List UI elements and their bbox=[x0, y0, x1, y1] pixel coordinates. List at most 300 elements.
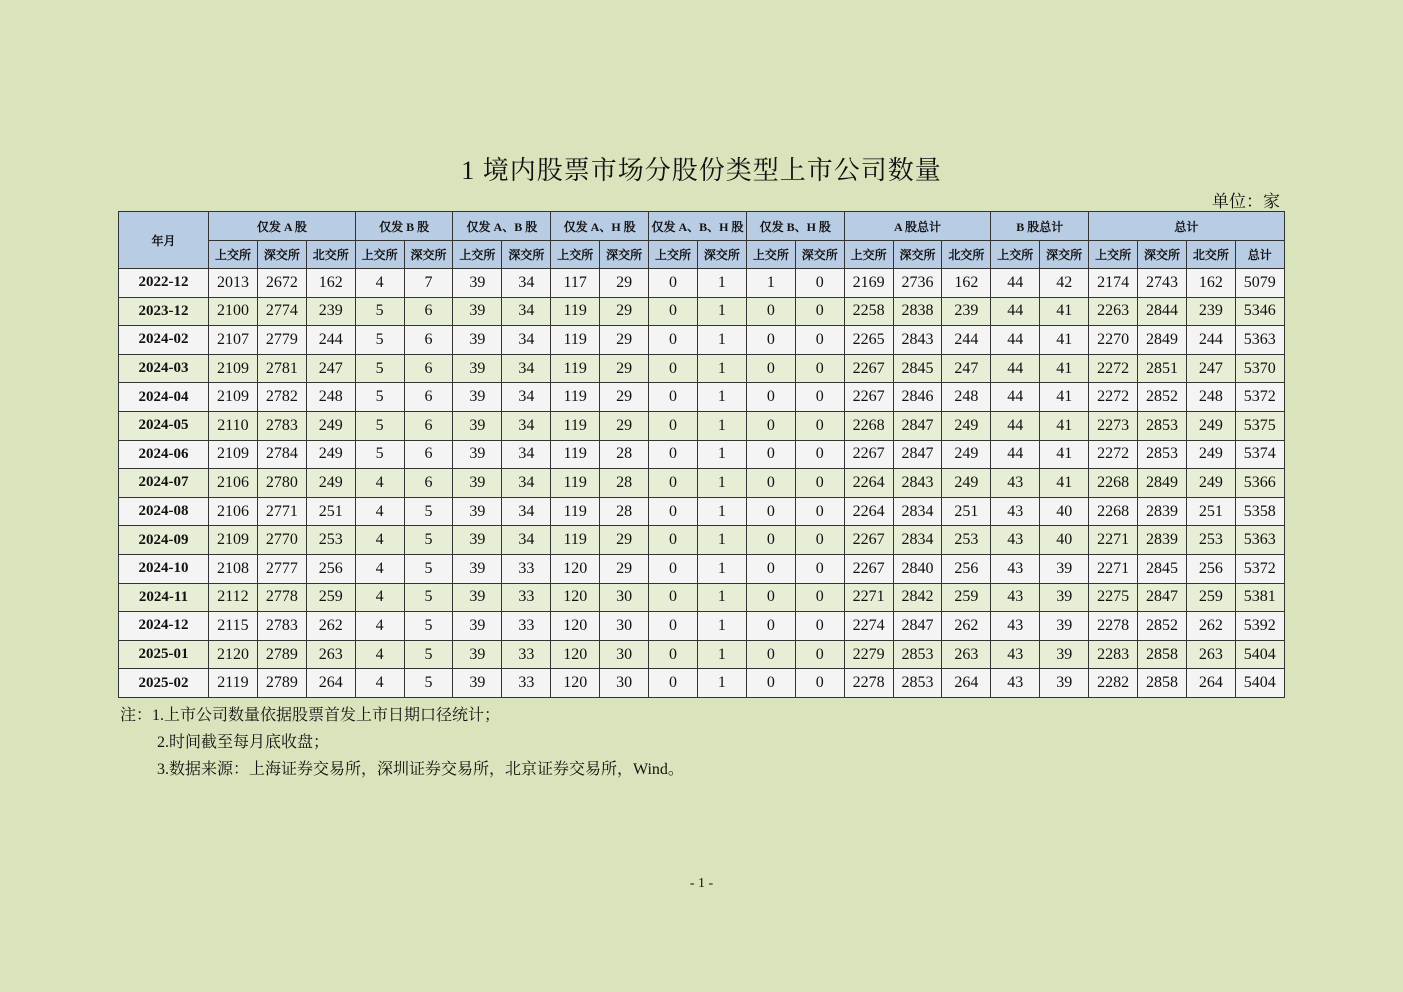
table-cell: 0 bbox=[795, 469, 844, 498]
table-cell: 2789 bbox=[257, 669, 306, 698]
table-cell: 2847 bbox=[1138, 583, 1187, 612]
table-cell: 29 bbox=[600, 383, 649, 412]
table-cell: 33 bbox=[502, 640, 551, 669]
table-cell: 2843 bbox=[893, 469, 942, 498]
table-cell: 120 bbox=[551, 640, 600, 669]
table-cell: 2268 bbox=[844, 411, 893, 440]
table-cell: 120 bbox=[551, 583, 600, 612]
table-cell: 6 bbox=[404, 411, 453, 440]
table-cell: 2283 bbox=[1089, 640, 1138, 669]
row-year-month: 2025-01 bbox=[119, 640, 209, 669]
table-cell: 41 bbox=[1040, 354, 1089, 383]
table-row bbox=[119, 554, 1285, 583]
table-cell: 239 bbox=[942, 297, 991, 326]
table-cell: 39 bbox=[453, 269, 502, 298]
subheader-cell: 深交所 bbox=[795, 241, 844, 269]
table-cell: 0 bbox=[649, 583, 698, 612]
table-cell: 2120 bbox=[209, 640, 258, 669]
table-cell: 5 bbox=[355, 440, 404, 469]
header-year-month: 年月 bbox=[119, 212, 209, 269]
table-cell: 2264 bbox=[844, 497, 893, 526]
table-row bbox=[119, 326, 1285, 355]
subheader-cell: 上交所 bbox=[649, 241, 698, 269]
table-cell: 34 bbox=[502, 411, 551, 440]
table-cell: 30 bbox=[600, 612, 649, 641]
table-cell: 0 bbox=[649, 326, 698, 355]
table-cell: 39 bbox=[453, 583, 502, 612]
unit-label: 单位：家 bbox=[1212, 192, 1280, 211]
table-cell: 2778 bbox=[257, 583, 306, 612]
subheader-cell: 上交所 bbox=[991, 241, 1040, 269]
table-cell: 39 bbox=[1040, 669, 1089, 698]
table-cell: 2846 bbox=[893, 383, 942, 412]
table-row bbox=[119, 583, 1285, 612]
header-group-b-total: B 股总计 bbox=[991, 212, 1089, 241]
table-cell: 40 bbox=[1040, 497, 1089, 526]
table-cell: 33 bbox=[502, 612, 551, 641]
header-group-ab: 仅发 A、B 股 bbox=[453, 212, 551, 241]
table-cell: 6 bbox=[404, 440, 453, 469]
table-cell: 2013 bbox=[209, 269, 258, 298]
table-row bbox=[119, 640, 1285, 669]
table-cell: 2852 bbox=[1138, 383, 1187, 412]
table-cell: 29 bbox=[600, 269, 649, 298]
row-year-month: 2024-08 bbox=[119, 497, 209, 526]
table-cell: 248 bbox=[306, 383, 355, 412]
table-cell: 5375 bbox=[1235, 411, 1284, 440]
table-cell: 2263 bbox=[1089, 297, 1138, 326]
table-cell: 39 bbox=[453, 326, 502, 355]
table-cell: 44 bbox=[991, 354, 1040, 383]
table-cell: 119 bbox=[551, 354, 600, 383]
table-cell: 6 bbox=[404, 297, 453, 326]
table-cell: 2853 bbox=[1138, 440, 1187, 469]
table-cell: 6 bbox=[404, 383, 453, 412]
table-cell: 2272 bbox=[1089, 440, 1138, 469]
table-cell: 1 bbox=[697, 469, 746, 498]
table-cell: 29 bbox=[600, 354, 649, 383]
table-cell: 43 bbox=[991, 669, 1040, 698]
table-cell: 0 bbox=[746, 383, 795, 412]
table-cell: 2834 bbox=[893, 497, 942, 526]
table-cell: 2267 bbox=[844, 554, 893, 583]
table-cell: 30 bbox=[600, 583, 649, 612]
subheader-cell: 深交所 bbox=[893, 241, 942, 269]
table-cell: 41 bbox=[1040, 383, 1089, 412]
row-year-month: 2024-09 bbox=[119, 526, 209, 555]
table-cell: 251 bbox=[1186, 497, 1235, 526]
table-cell: 0 bbox=[795, 526, 844, 555]
table-cell: 34 bbox=[502, 469, 551, 498]
table-row bbox=[119, 411, 1285, 440]
table-cell: 259 bbox=[942, 583, 991, 612]
table-cell: 253 bbox=[306, 526, 355, 555]
table-cell: 249 bbox=[1186, 440, 1235, 469]
table-row bbox=[119, 383, 1285, 412]
table-cell: 0 bbox=[649, 383, 698, 412]
table-cell: 2851 bbox=[1138, 354, 1187, 383]
table-cell: 2267 bbox=[844, 383, 893, 412]
table-cell: 0 bbox=[746, 411, 795, 440]
table-cell: 2853 bbox=[893, 669, 942, 698]
table-cell: 2853 bbox=[893, 640, 942, 669]
table-cell: 2845 bbox=[1138, 554, 1187, 583]
table-cell: 1 bbox=[697, 497, 746, 526]
table-cell: 39 bbox=[1040, 554, 1089, 583]
table-cell: 2847 bbox=[893, 411, 942, 440]
table-cell: 34 bbox=[502, 526, 551, 555]
table-cell: 249 bbox=[1186, 469, 1235, 498]
table-cell: 34 bbox=[502, 269, 551, 298]
table-cell: 0 bbox=[649, 440, 698, 469]
table-cell: 41 bbox=[1040, 469, 1089, 498]
header-group-a-total: A 股总计 bbox=[844, 212, 991, 241]
table-cell: 41 bbox=[1040, 326, 1089, 355]
table-cell: 263 bbox=[1186, 640, 1235, 669]
table-cell: 40 bbox=[1040, 526, 1089, 555]
table-cell: 43 bbox=[991, 469, 1040, 498]
table-cell: 259 bbox=[1186, 583, 1235, 612]
subheader-cell: 深交所 bbox=[1040, 241, 1089, 269]
table-cell: 256 bbox=[1186, 554, 1235, 583]
table-cell: 2858 bbox=[1138, 669, 1187, 698]
table-cell: 43 bbox=[991, 497, 1040, 526]
table-cell: 2274 bbox=[844, 612, 893, 641]
table-cell: 5366 bbox=[1235, 469, 1284, 498]
table-cell: 2774 bbox=[257, 297, 306, 326]
table-cell: 2839 bbox=[1138, 526, 1187, 555]
table-cell: 5372 bbox=[1235, 554, 1284, 583]
header-group-abh: 仅发 A、B、H 股 bbox=[649, 212, 747, 241]
table-cell: 5346 bbox=[1235, 297, 1284, 326]
table-cell: 262 bbox=[306, 612, 355, 641]
table-cell: 1 bbox=[697, 669, 746, 698]
table-cell: 119 bbox=[551, 411, 600, 440]
table-cell: 2858 bbox=[1138, 640, 1187, 669]
table-cell: 256 bbox=[942, 554, 991, 583]
table-cell: 263 bbox=[942, 640, 991, 669]
table-cell: 44 bbox=[991, 411, 1040, 440]
table-cell: 0 bbox=[795, 326, 844, 355]
table-cell: 6 bbox=[404, 469, 453, 498]
table-cell: 4 bbox=[355, 526, 404, 555]
row-year-month: 2025-02 bbox=[119, 669, 209, 698]
table-cell: 5 bbox=[355, 297, 404, 326]
table-cell: 4 bbox=[355, 469, 404, 498]
table-cell: 262 bbox=[942, 612, 991, 641]
table-row bbox=[119, 354, 1285, 383]
table-cell: 5 bbox=[404, 554, 453, 583]
row-year-month: 2024-02 bbox=[119, 326, 209, 355]
table-cell: 39 bbox=[453, 383, 502, 412]
table-cell: 0 bbox=[649, 669, 698, 698]
table-cell: 2108 bbox=[209, 554, 258, 583]
table-cell: 7 bbox=[404, 269, 453, 298]
subheader-cell: 深交所 bbox=[502, 241, 551, 269]
table-cell: 0 bbox=[649, 526, 698, 555]
table-cell: 1 bbox=[697, 297, 746, 326]
table-cell: 0 bbox=[649, 411, 698, 440]
table-cell: 251 bbox=[942, 497, 991, 526]
table-cell: 2169 bbox=[844, 269, 893, 298]
table-cell: 244 bbox=[306, 326, 355, 355]
table-cell: 2779 bbox=[257, 326, 306, 355]
header-group-b-only: 仅发 B 股 bbox=[355, 212, 453, 241]
table-cell: 28 bbox=[600, 440, 649, 469]
table-cell: 249 bbox=[306, 411, 355, 440]
row-year-month: 2024-06 bbox=[119, 440, 209, 469]
table-cell: 2782 bbox=[257, 383, 306, 412]
table-cell: 1 bbox=[697, 383, 746, 412]
table-cell: 2852 bbox=[1138, 612, 1187, 641]
table-cell: 5 bbox=[404, 526, 453, 555]
table-cell: 119 bbox=[551, 326, 600, 355]
table-cell: 28 bbox=[600, 497, 649, 526]
table-cell: 4 bbox=[355, 583, 404, 612]
table-cell: 2780 bbox=[257, 469, 306, 498]
table-cell: 2264 bbox=[844, 469, 893, 498]
row-year-month: 2024-11 bbox=[119, 583, 209, 612]
table-cell: 0 bbox=[795, 583, 844, 612]
table-cell: 120 bbox=[551, 554, 600, 583]
table-cell: 2783 bbox=[257, 612, 306, 641]
table-cell: 2844 bbox=[1138, 297, 1187, 326]
table-cell: 5079 bbox=[1235, 269, 1284, 298]
table-cell: 0 bbox=[649, 554, 698, 583]
table-cell: 1 bbox=[697, 269, 746, 298]
table-cell: 239 bbox=[1186, 297, 1235, 326]
table-cell: 2109 bbox=[209, 383, 258, 412]
subheader-cell: 上交所 bbox=[1089, 241, 1138, 269]
table-cell: 251 bbox=[306, 497, 355, 526]
table-cell: 2268 bbox=[1089, 497, 1138, 526]
table-row bbox=[119, 269, 1285, 298]
table-cell: 34 bbox=[502, 354, 551, 383]
table-cell: 249 bbox=[306, 440, 355, 469]
table-cell: 4 bbox=[355, 497, 404, 526]
table-cell: 0 bbox=[795, 411, 844, 440]
table-cell: 2268 bbox=[1089, 469, 1138, 498]
table-cell: 2271 bbox=[1089, 554, 1138, 583]
row-year-month: 2024-03 bbox=[119, 354, 209, 383]
header-group-ah: 仅发 A、H 股 bbox=[551, 212, 649, 241]
table-cell: 44 bbox=[991, 383, 1040, 412]
table-cell: 2265 bbox=[844, 326, 893, 355]
table-cell: 120 bbox=[551, 669, 600, 698]
header-group-total: 总计 bbox=[1089, 212, 1285, 241]
table-cell: 1 bbox=[746, 269, 795, 298]
table-cell: 2849 bbox=[1138, 326, 1187, 355]
table-cell: 5 bbox=[404, 497, 453, 526]
table-cell: 4 bbox=[355, 554, 404, 583]
table-cell: 2107 bbox=[209, 326, 258, 355]
table-cell: 249 bbox=[1186, 411, 1235, 440]
note-line: 2.时间截至每月底收盘； bbox=[157, 734, 330, 751]
table-cell: 33 bbox=[502, 554, 551, 583]
table-cell: 0 bbox=[746, 640, 795, 669]
table-cell: 5 bbox=[355, 354, 404, 383]
table-cell: 244 bbox=[1186, 326, 1235, 355]
table-cell: 119 bbox=[551, 440, 600, 469]
header-group-a-only: 仅发 A 股 bbox=[209, 212, 356, 241]
table-cell: 29 bbox=[600, 326, 649, 355]
table-cell: 2106 bbox=[209, 497, 258, 526]
row-year-month: 2022-12 bbox=[119, 269, 209, 298]
table-cell: 43 bbox=[991, 612, 1040, 641]
subheader-cell: 深交所 bbox=[1138, 241, 1187, 269]
table-cell: 39 bbox=[453, 354, 502, 383]
row-year-month: 2024-10 bbox=[119, 554, 209, 583]
table-cell: 1 bbox=[697, 640, 746, 669]
row-year-month: 2024-05 bbox=[119, 411, 209, 440]
table-cell: 0 bbox=[746, 526, 795, 555]
table-cell: 249 bbox=[306, 469, 355, 498]
table-cell: 0 bbox=[746, 354, 795, 383]
table-cell: 264 bbox=[1186, 669, 1235, 698]
table-cell: 34 bbox=[502, 383, 551, 412]
table-cell: 42 bbox=[1040, 269, 1089, 298]
table-cell: 0 bbox=[746, 669, 795, 698]
table-cell: 39 bbox=[453, 526, 502, 555]
table-cell: 43 bbox=[991, 554, 1040, 583]
table-cell: 5404 bbox=[1235, 640, 1284, 669]
table-cell: 256 bbox=[306, 554, 355, 583]
table-cell: 5 bbox=[404, 640, 453, 669]
table-cell: 2279 bbox=[844, 640, 893, 669]
table-cell: 2847 bbox=[893, 440, 942, 469]
table-cell: 5 bbox=[404, 583, 453, 612]
table-cell: 39 bbox=[453, 640, 502, 669]
table-cell: 0 bbox=[746, 469, 795, 498]
table-cell: 6 bbox=[404, 354, 453, 383]
table-row bbox=[119, 440, 1285, 469]
table-cell: 5 bbox=[355, 326, 404, 355]
table-cell: 39 bbox=[453, 669, 502, 698]
table-cell: 2849 bbox=[1138, 469, 1187, 498]
table-cell: 2174 bbox=[1089, 269, 1138, 298]
table-cell: 0 bbox=[795, 640, 844, 669]
header-group-bh: 仅发 B、H 股 bbox=[746, 212, 844, 241]
table-cell: 5404 bbox=[1235, 669, 1284, 698]
table-cell: 30 bbox=[600, 669, 649, 698]
table-cell: 2672 bbox=[257, 269, 306, 298]
table-cell: 41 bbox=[1040, 297, 1089, 326]
table-cell: 1 bbox=[697, 612, 746, 641]
table-cell: 2777 bbox=[257, 554, 306, 583]
table-cell: 2275 bbox=[1089, 583, 1138, 612]
table-row bbox=[119, 469, 1285, 498]
table-cell: 1 bbox=[697, 526, 746, 555]
listed-companies-table bbox=[118, 211, 1285, 698]
table-cell: 5 bbox=[404, 669, 453, 698]
table-cell: 2271 bbox=[1089, 526, 1138, 555]
table-cell: 2770 bbox=[257, 526, 306, 555]
table-cell: 2106 bbox=[209, 469, 258, 498]
table-cell: 249 bbox=[942, 440, 991, 469]
table-cell: 0 bbox=[746, 612, 795, 641]
table-cell: 39 bbox=[453, 411, 502, 440]
table-cell: 119 bbox=[551, 497, 600, 526]
table-cell: 1 bbox=[697, 440, 746, 469]
row-year-month: 2023-12 bbox=[119, 297, 209, 326]
table-cell: 5363 bbox=[1235, 526, 1284, 555]
table-cell: 162 bbox=[306, 269, 355, 298]
table-cell: 0 bbox=[649, 354, 698, 383]
table-cell: 162 bbox=[942, 269, 991, 298]
table-cell: 5370 bbox=[1235, 354, 1284, 383]
page-title: 1 境内股票市场分股份类型上市公司数量 bbox=[461, 156, 942, 185]
table-cell: 117 bbox=[551, 269, 600, 298]
table-cell: 2783 bbox=[257, 411, 306, 440]
table-cell: 239 bbox=[306, 297, 355, 326]
table-cell: 0 bbox=[795, 297, 844, 326]
table-cell: 29 bbox=[600, 554, 649, 583]
table-row bbox=[119, 526, 1285, 555]
table-cell: 2273 bbox=[1089, 411, 1138, 440]
subheader-cell: 北交所 bbox=[306, 241, 355, 269]
table-cell: 2258 bbox=[844, 297, 893, 326]
table-cell: 5 bbox=[355, 411, 404, 440]
table-cell: 5363 bbox=[1235, 326, 1284, 355]
table-cell: 0 bbox=[795, 383, 844, 412]
table-cell: 2112 bbox=[209, 583, 258, 612]
table-cell: 30 bbox=[600, 640, 649, 669]
table-cell: 29 bbox=[600, 411, 649, 440]
table-cell: 253 bbox=[942, 526, 991, 555]
table-cell: 0 bbox=[649, 640, 698, 669]
table-cell: 2736 bbox=[893, 269, 942, 298]
table-cell: 34 bbox=[502, 497, 551, 526]
table-cell: 4 bbox=[355, 612, 404, 641]
table-cell: 262 bbox=[1186, 612, 1235, 641]
table-cell: 119 bbox=[551, 297, 600, 326]
table-cell: 0 bbox=[795, 269, 844, 298]
table-cell: 2845 bbox=[893, 354, 942, 383]
table-cell: 259 bbox=[306, 583, 355, 612]
table-cell: 2100 bbox=[209, 297, 258, 326]
table-cell: 33 bbox=[502, 669, 551, 698]
table-cell: 2115 bbox=[209, 612, 258, 641]
table-row bbox=[119, 297, 1285, 326]
table-cell: 0 bbox=[746, 440, 795, 469]
table-cell: 264 bbox=[942, 669, 991, 698]
table-cell: 4 bbox=[355, 669, 404, 698]
table-cell: 0 bbox=[746, 297, 795, 326]
table-cell: 34 bbox=[502, 440, 551, 469]
table-cell: 248 bbox=[942, 383, 991, 412]
table-cell: 249 bbox=[942, 411, 991, 440]
table-cell: 0 bbox=[795, 554, 844, 583]
table-cell: 247 bbox=[306, 354, 355, 383]
table-cell: 5 bbox=[355, 383, 404, 412]
table-cell: 28 bbox=[600, 469, 649, 498]
table-cell: 5 bbox=[404, 612, 453, 641]
subheader-cell: 上交所 bbox=[453, 241, 502, 269]
table-cell: 162 bbox=[1186, 269, 1235, 298]
row-year-month: 2024-07 bbox=[119, 469, 209, 498]
table-cell: 2109 bbox=[209, 526, 258, 555]
table-cell: 247 bbox=[1186, 354, 1235, 383]
table-row bbox=[119, 497, 1285, 526]
table-cell: 5381 bbox=[1235, 583, 1284, 612]
table-cell: 6 bbox=[404, 326, 453, 355]
table-cell: 119 bbox=[551, 526, 600, 555]
subheader-cell: 上交所 bbox=[355, 241, 404, 269]
table-cell: 263 bbox=[306, 640, 355, 669]
table-cell: 2270 bbox=[1089, 326, 1138, 355]
table-cell: 2847 bbox=[893, 612, 942, 641]
table-cell: 0 bbox=[649, 269, 698, 298]
